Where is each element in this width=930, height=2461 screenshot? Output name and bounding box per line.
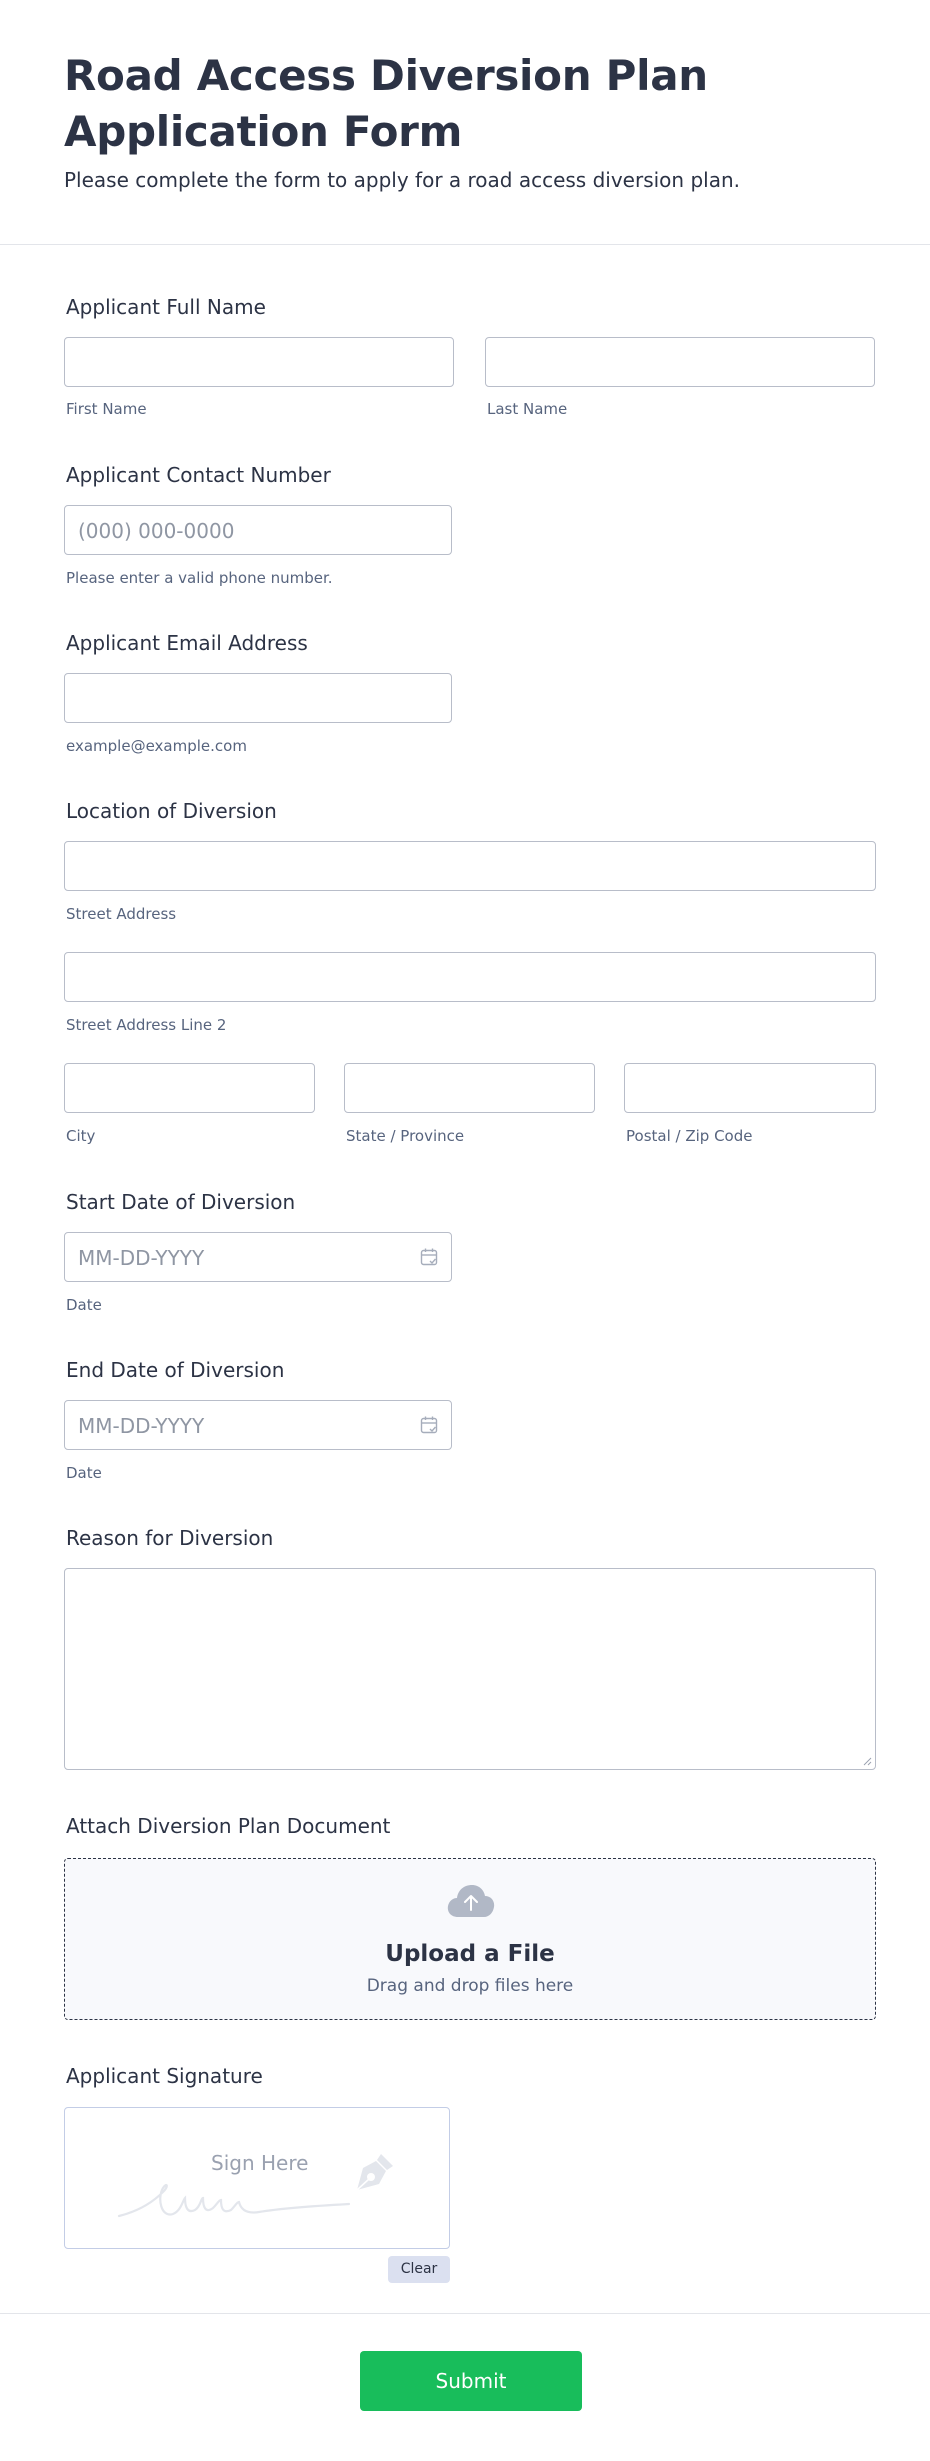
start-date-placeholder: MM-DD-YYYY <box>78 1246 205 1270</box>
form-header <box>0 0 930 245</box>
start-date-label: Start Date of Diversion <box>66 1190 296 1214</box>
email-label: Applicant Email Address <box>66 631 308 655</box>
reason-label: Reason for Diversion <box>66 1526 274 1550</box>
pen-nib-icon <box>351 2152 395 2192</box>
contact-number-placeholder: (000) 000-0000 <box>78 519 235 543</box>
city-input[interactable] <box>64 1063 315 1113</box>
email-input[interactable] <box>64 673 452 723</box>
signature-label: Applicant Signature <box>66 2064 263 2088</box>
city-sublabel: City <box>66 1127 96 1145</box>
contact-number-input[interactable] <box>64 505 452 555</box>
signature-pad[interactable] <box>64 2107 450 2249</box>
start-date-input[interactable] <box>64 1232 452 1282</box>
end-date-sublabel: Date <box>66 1464 102 1482</box>
street-address-sublabel: Street Address <box>66 905 177 923</box>
contact-number-sublabel: Please enter a valid phone number. <box>66 569 333 587</box>
page-subtitle: Please complete the form to apply for a road access diversion plan. <box>64 168 740 192</box>
submit-button[interactable]: Submit <box>360 2351 582 2411</box>
signature-hint: Sign Here <box>211 2151 309 2175</box>
calendar-icon[interactable] <box>419 1415 439 1435</box>
page-title: Road Access Diversion Plan Application Form <box>64 51 708 156</box>
end-date-placeholder: MM-DD-YYYY <box>78 1414 205 1438</box>
end-date-input[interactable] <box>64 1400 452 1450</box>
street-address-line2-sublabel: Street Address Line 2 <box>66 1016 227 1034</box>
calendar-icon[interactable] <box>419 1247 439 1267</box>
street-address-line2-input[interactable] <box>64 952 876 1002</box>
email-sublabel: example@example.com <box>66 737 247 755</box>
state-input[interactable] <box>344 1063 595 1113</box>
end-date-label: End Date of Diversion <box>66 1358 285 1382</box>
contact-number-label: Applicant Contact Number <box>66 463 331 487</box>
cloud-upload-icon <box>446 1883 496 1919</box>
zip-input[interactable] <box>624 1063 876 1113</box>
street-address-input[interactable] <box>64 841 876 891</box>
clear-signature-button[interactable]: Clear <box>388 2256 450 2283</box>
start-date-sublabel: Date <box>66 1296 102 1314</box>
upload-subtitle: Drag and drop files here <box>366 1976 574 1996</box>
full-name-label: Applicant Full Name <box>66 295 266 319</box>
zip-sublabel: Postal / Zip Code <box>626 1127 753 1145</box>
location-label: Location of Diversion <box>66 799 277 823</box>
file-upload-dropzone[interactable] <box>64 1858 876 2020</box>
last-name-input[interactable] <box>485 337 875 387</box>
reason-textarea[interactable] <box>64 1568 876 1770</box>
resize-grip-icon[interactable] <box>862 1756 872 1766</box>
state-sublabel: State / Province <box>346 1127 465 1145</box>
last-name-sublabel: Last Name <box>487 400 568 418</box>
attachment-label: Attach Diversion Plan Document <box>66 1814 391 1838</box>
first-name-input[interactable] <box>64 337 454 387</box>
upload-title: Upload a File <box>385 1941 555 1967</box>
first-name-sublabel: First Name <box>66 400 147 418</box>
form-footer <box>0 2313 930 2461</box>
